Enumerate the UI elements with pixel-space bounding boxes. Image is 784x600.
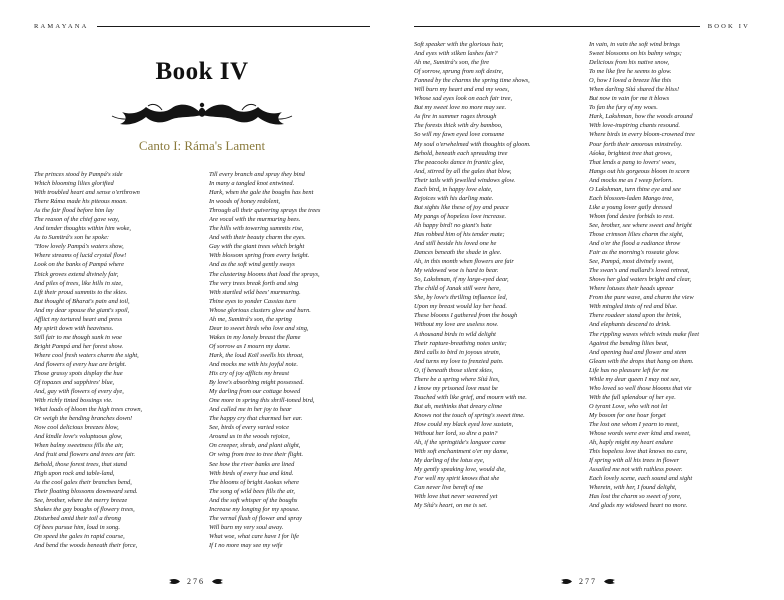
folio-left xyxy=(0,577,392,586)
verse-line: Ah, if the springtide's languor came xyxy=(414,439,506,447)
verse-line: Life has no pleasure left for me xyxy=(589,366,669,374)
verse-line: While my dear queen I may not see, xyxy=(589,375,681,383)
verse-line: Like a young lover gaily dressed xyxy=(589,203,672,211)
verse-line: But sights like these of joy and peace xyxy=(414,203,509,211)
verse-line: See, birds of every varied voice xyxy=(209,424,289,432)
verse-line: As the cool gales their branches bend, xyxy=(34,478,132,486)
verse-line: Of sorrow as I mourn my dame. xyxy=(209,342,291,350)
verse-line: Has lost the charm so sweet of yore, xyxy=(589,493,682,501)
verse-line: For well my spirit knows that she xyxy=(414,475,500,483)
verse-line: Their rapture-breathing notes unite; xyxy=(414,339,507,347)
verse-line: My gently speaking love, would die, xyxy=(414,466,506,474)
verse-line: Ah, in this month when flowers are fair xyxy=(414,258,514,266)
verse-line: Thick groves extend divinely fair, xyxy=(34,270,119,278)
verse-line: Which blooming lilies glorified xyxy=(34,180,114,188)
verse-line: So, Lakshman, if my large-eyed dear, xyxy=(414,276,509,284)
left-page-columns xyxy=(34,170,370,550)
verse-line: From the pure wave, and charm the view xyxy=(589,294,694,302)
verse-line: And, gay with flowers of every dye, xyxy=(34,388,124,396)
verse-line: Whom fond desire forbids to rest. xyxy=(589,212,675,220)
verse-line: Without her lord, so dire a pain? xyxy=(414,430,498,438)
verse-line: Has robbed him of his tender mate; xyxy=(414,230,505,238)
verse-line: Against the bending lilies beat, xyxy=(589,339,669,347)
verse-line: Aśoka, brightest tree that grows, xyxy=(589,149,672,157)
verse-line: With soft enchantment o'er my dame, xyxy=(414,448,509,456)
verse-line: Bird calls to bird in joyous strain, xyxy=(414,348,501,356)
verse-line: There be a spring where Sítá lies, xyxy=(414,375,500,383)
verse-line: Who loved so well those blooms that vie xyxy=(589,384,692,392)
verse-line: In vain, in vain the soft wind brings xyxy=(589,41,680,48)
verse-line: With love that never wavered yet xyxy=(414,493,498,501)
verse-line: Wherein, with her, I found delight, xyxy=(589,484,677,492)
verse-line: The blooms of bright Asokas where xyxy=(209,478,300,486)
right-page-column-2 xyxy=(589,40,750,510)
verse-line: See, Pampá, most divinely sweet, xyxy=(589,258,674,266)
verse-line: My darling of the lotus eye, xyxy=(414,457,485,465)
verse-line: Wakes in my lonely breast the flame xyxy=(209,333,301,341)
verse-line: What loads of bloom the high trees crown, xyxy=(34,406,143,414)
verse-line: And fruit and flowers and trees are fair. xyxy=(34,451,136,459)
verse-line: Where cool fresh waters charm the sight, xyxy=(34,351,139,359)
verse-line: Rejoices with his darling mate. xyxy=(414,194,494,202)
verse-line: Their tails with jewelled windows glow. xyxy=(414,176,516,184)
floral-ornament-icon xyxy=(102,98,302,132)
canto-title: Canto I: Ráma's Lament xyxy=(138,138,266,153)
verse-line: And my dear spouse the giant's spoil, xyxy=(34,306,130,314)
verse-line: The very trees break forth and sing xyxy=(209,279,299,287)
page-title: Book IV xyxy=(155,58,249,85)
verse-line: The lost one whom I yearn to meet, xyxy=(589,420,679,428)
verse-line: The rippling waves which winds make fleet xyxy=(589,330,700,338)
folio-right xyxy=(392,577,784,586)
verse-line: Still fair to me though sunk in woe xyxy=(34,333,122,341)
verse-line: And with their beauty charm the eyes. xyxy=(209,234,306,242)
verse-line: O, if beneath those silent skies, xyxy=(414,366,494,374)
verse-line: Where streams of lucid crystal flow! xyxy=(34,252,127,260)
verse-line: Touched with like grief, and mourn with me. xyxy=(414,393,527,401)
verse-line: Fanned by the charms the spring time shows, xyxy=(414,77,530,85)
running-head-left xyxy=(34,20,370,32)
leaf-ornament-icon xyxy=(560,578,573,585)
verse-line: Are vocal with the murmuring bees. xyxy=(209,216,301,224)
verse-line: But thought of Bharat's pain and toil, xyxy=(34,297,130,305)
running-head-rule xyxy=(414,26,700,27)
verse-line: Upon my breast would lay her head. xyxy=(414,303,507,311)
verse-line: Disturbed amid their toil a throng xyxy=(34,514,121,522)
verse-line: As the fair flood before him lay xyxy=(34,207,114,215)
leaf-ornament-icon xyxy=(211,578,224,585)
verse-line: See, brother, where the merry breeze xyxy=(34,496,128,504)
page-number: 277 xyxy=(579,577,597,586)
verse-line: Delicious from his native snow, xyxy=(589,59,670,67)
verse-line: On speed the gales in rapid course, xyxy=(34,532,125,540)
verse-line: Each lovely scene, each sound and sight xyxy=(589,475,693,483)
verse-line: I know my prisoned love must be xyxy=(414,384,498,392)
verse-line: And bend the woods beneath their force, xyxy=(34,541,138,549)
verse-line: Assailed me not with ruthless power. xyxy=(589,466,683,474)
verse-line: With mingled tints of red and blue. xyxy=(589,303,678,311)
verse-line: With the full splendour of her eye. xyxy=(589,393,676,401)
verse-line: Hangs out his gorgeous bloom in scorn xyxy=(589,167,690,175)
verse-line: The forests thick with dry bamboo, xyxy=(414,122,503,130)
verse-line: If I no more may see my wife xyxy=(209,541,283,549)
verse-line: Dear to sweet birds who love and sing, xyxy=(209,324,309,332)
verse-line: My darling from our cottage bowed xyxy=(209,388,301,396)
verse-line: Bright Pampá and her forest show. xyxy=(34,342,124,350)
verse-line: My bosom for one hour forget xyxy=(589,411,666,419)
verse-line: The clustering blooms that load the sprays, xyxy=(209,270,320,278)
verse-line: To fan the fury of my woes. xyxy=(589,104,658,112)
verse-line: And the soft whisper of the boughs xyxy=(209,496,298,504)
verse-line: Those crimson lilies charm the sight, xyxy=(589,230,684,238)
verse-line: Shows her glad waters bright and clear, xyxy=(589,276,692,284)
verse-line: The hills with towering summits rise, xyxy=(209,225,304,233)
verse-line: If spring with all his trees in flower xyxy=(589,457,680,465)
verse-line: My spirit down with heaviness. xyxy=(34,324,114,332)
verse-line: Each bird, in happy love elate, xyxy=(414,185,493,193)
verse-line: Increase my longing for my spouse. xyxy=(209,505,300,513)
verse-line: With blossom spring from every height. xyxy=(209,252,310,260)
verse-line: Their floating blossoms downward send. xyxy=(34,487,138,495)
verse-line: She, by love's thrilling influence led, xyxy=(414,294,508,302)
verse-line: And called me in her joy to hear xyxy=(209,406,292,414)
verse-line: O Lakshman, turn thine eye and see xyxy=(589,185,681,193)
verse-line: To me like fire he seems to glow. xyxy=(589,68,672,76)
verse-line: With troubled heart and sense o'erthrown xyxy=(34,189,140,197)
verse-line: Those grassy spots display the hue xyxy=(34,370,123,378)
verse-line: Sweet blossoms on his balmy wings; xyxy=(589,50,682,58)
verse-line: So will my fawn eyed love consume xyxy=(414,131,505,139)
verse-line: Hark, Lakshman, how the woods around xyxy=(589,113,693,121)
verse-line: And elephants descend to drink. xyxy=(589,321,671,329)
verse-line: And flowers of every hue are bright. xyxy=(34,360,127,368)
verse-line: Till every branch and spray they bind xyxy=(209,171,305,178)
verse-line: Behold, those forest trees, that stand xyxy=(34,460,128,468)
verse-line: But now in vain for me it blows xyxy=(589,95,670,103)
verse-line: Or weigh the bending branches down! xyxy=(34,415,133,423)
verse-line: "How lovely Pampá's waters show, xyxy=(34,243,124,251)
verse-line: But ah, methinks that dreary clime xyxy=(414,402,503,410)
running-head-left-label: RAMAYANA xyxy=(34,22,89,30)
verse-line: That lends a pang to lovers' woes, xyxy=(589,158,677,166)
verse-line: And piles of trees, like hills in size, xyxy=(34,279,123,287)
verse-line: Through all their quivering sprays the trees xyxy=(209,207,321,215)
verse-line: By love's absorbing might possessed. xyxy=(209,379,304,387)
verse-line: Now cool delicious breezes blow, xyxy=(34,424,119,432)
verse-line: Can never live bereft of me xyxy=(414,484,484,492)
verse-line: My widowed woe is hard to bear. xyxy=(414,267,499,275)
running-head-right-label: BOOK IV xyxy=(707,22,750,30)
verse-line: Whose glorious clusters glow and burn. xyxy=(209,306,311,314)
running-head-right xyxy=(414,20,750,32)
page-number: 276 xyxy=(187,577,205,586)
verse-line: Gay with the giant trees which bright xyxy=(209,243,305,251)
verse-line: And turns my love to frenzied pain. xyxy=(414,357,504,365)
verse-line: Gleam with the drops that hang on them. xyxy=(589,357,694,365)
verse-line: In many a tangled knot entwined. xyxy=(209,180,295,188)
verse-line: And o'er the flood a radiance throw xyxy=(589,240,681,248)
verse-line: With birds of every hue and kind. xyxy=(209,469,294,477)
verse-line: Ah me, Sumitrá's son, the fire xyxy=(414,59,490,67)
verse-line: As to Sumitrá's son he spoke: xyxy=(34,234,110,242)
verse-line: These blooms I gathered from the bough xyxy=(414,312,518,320)
verse-line: My soul o'erwhelmed with thoughts of gloom. xyxy=(414,140,531,148)
verse-line: Fair as the morning's roseate glow. xyxy=(589,249,680,257)
verse-line: See how the river banks are lined xyxy=(209,460,295,468)
verse-line: Where birds in every bloom-crowned tree xyxy=(589,131,695,139)
verse-line: Where lotuses their heads uprear xyxy=(589,285,674,293)
verse-line: Dances beneath the shade in glee. xyxy=(414,249,502,257)
verse-line: And as the soft wind gently sways xyxy=(209,261,295,269)
verse-line: Hark, when the gale the boughs has bent xyxy=(209,189,314,197)
verse-line: With startled wild bees' murmuring. xyxy=(209,288,301,296)
verse-line: O, how I loved a breeze like this xyxy=(589,77,672,85)
verse-line: But my sweet love no more may see. xyxy=(414,104,507,112)
verse-line: Ah, haply might my heart endure xyxy=(589,439,673,447)
verse-line: The vernal flush of flower and spray xyxy=(209,514,303,522)
verse-line: The swan's and mallard's loved retreat, xyxy=(589,267,690,275)
verse-line: In woods of honey redolent, xyxy=(209,198,280,206)
verse-line: Look on the banks of Pampá where xyxy=(34,261,124,269)
verse-line: Whose sad eyes look on each fair tree, xyxy=(414,95,513,103)
verse-line: The happy cry that charmed her ear. xyxy=(209,415,303,423)
verse-line: One more in spring this shrill-toned bird, xyxy=(209,397,315,405)
left-page-column-2 xyxy=(209,170,370,550)
verse-line: Of topazes and sapphires' blue, xyxy=(34,379,115,387)
verse-line: Ah happy bird! no giant's hate xyxy=(414,221,492,229)
verse-line: As fire in summer rages through xyxy=(414,113,497,121)
verse-line: Soft speaker with the glorious hair, xyxy=(414,41,504,48)
verse-line: And mocks me as I weep forlorn. xyxy=(589,176,673,184)
verse-line: There Ráma made his piteous moan. xyxy=(34,198,128,206)
verse-line: When balmy sweetness fills the air, xyxy=(34,442,124,450)
verse-line: The princes stood by Pampá's side xyxy=(34,171,123,178)
verse-line: A thousand birds in wild delight xyxy=(414,330,496,338)
right-page xyxy=(392,0,784,600)
verse-line: And mocks me with his joyful note. xyxy=(209,360,298,368)
verse-line: When darling Sítá shared the bliss! xyxy=(589,86,680,94)
verse-line: And opening bud and flower and stem xyxy=(589,348,687,356)
verse-line: Whose words were ever kind and sweet, xyxy=(589,430,691,438)
verse-line: How could my black eyed love sustain, xyxy=(414,420,514,428)
verse-line: What woe, what care have I for life xyxy=(209,532,299,540)
verse-line: The song of wild bees fills the air, xyxy=(209,487,295,495)
verse-line: The peacocks dance in frantic glee, xyxy=(414,158,505,166)
verse-line: And, stirred by all the gales that blow, xyxy=(414,167,512,175)
verse-line: Ah me, Sumitrá's son, the spring xyxy=(209,315,292,323)
verse-line: Or wing from tree to tree their flight. xyxy=(209,451,304,459)
verse-line: See, brother, see where sweet and bright xyxy=(589,221,692,229)
verse-line: And kindle love's voluptuous glow, xyxy=(34,433,123,441)
verse-line: The child of Janak still were here, xyxy=(414,285,501,293)
verse-line: Behold, beneath each spreading tree xyxy=(414,149,508,157)
left-page-column-1 xyxy=(34,170,195,550)
verse-line: High upon rock and table-land, xyxy=(34,469,115,477)
verse-line: Of sorrow, sprung from soft desire, xyxy=(414,68,504,76)
verse-line: O tyrant Love, who wilt not let xyxy=(589,402,668,410)
verse-line: This hopeless love that knows no cure, xyxy=(589,448,688,456)
verse-line: Will burn my heart and end my woes, xyxy=(414,86,510,94)
verse-line: Pour forth their amorous minstrelsy. xyxy=(589,140,683,148)
running-head-rule xyxy=(97,26,370,27)
verse-line: The reason of the chief gave way, xyxy=(34,216,120,224)
verse-line: There roadeer stand upon the brink, xyxy=(589,312,682,320)
verse-line: Knows not the touch of spring's sweet time. xyxy=(414,411,525,419)
verse-line: Without my love are useless now. xyxy=(414,321,499,329)
verse-line: And tender thoughts within him woke, xyxy=(34,225,131,233)
right-page-columns xyxy=(414,40,750,510)
verse-line: My Sítá's heart, on me is set. xyxy=(414,502,488,510)
verse-line: Hark, the loud Koïl swells his throat, xyxy=(209,351,304,359)
leaf-ornament-icon xyxy=(603,578,616,585)
verse-line: With richly tinted bossings vie. xyxy=(34,397,113,405)
verse-line: His cry of joy afflicts my breast xyxy=(209,370,289,378)
verse-line: Each blossom-laden Mango tree, xyxy=(589,194,674,202)
leaf-ornament-icon xyxy=(168,578,181,585)
verse-line: Will burn my very soul away. xyxy=(209,523,284,531)
verse-line: Afflict my tortured heart and press xyxy=(34,315,123,323)
verse-line: And eyes with silken lashes fair? xyxy=(414,50,498,58)
verse-line: My pangs of hopeless love increase. xyxy=(414,212,507,220)
verse-line: Thine eyes to yonder Cassias turn xyxy=(209,297,296,305)
right-page-column-1 xyxy=(414,40,575,510)
verse-line: Lift their proud summits to the skies. xyxy=(34,288,128,296)
verse-line: Shakes the gay boughs of flowery trees, xyxy=(34,505,135,513)
verse-line: Around us in the woods rejoice, xyxy=(209,433,290,441)
verse-line: And glads my widowed heart no more. xyxy=(589,502,688,510)
verse-line: With love-inspiring chants resound. xyxy=(589,122,681,130)
verse-line: And still beside his loved one he xyxy=(414,240,497,248)
verse-line: Of bees pursue him, loud in song. xyxy=(34,523,120,531)
verse-line: On creeper, shrub, and plant alight, xyxy=(209,442,301,450)
